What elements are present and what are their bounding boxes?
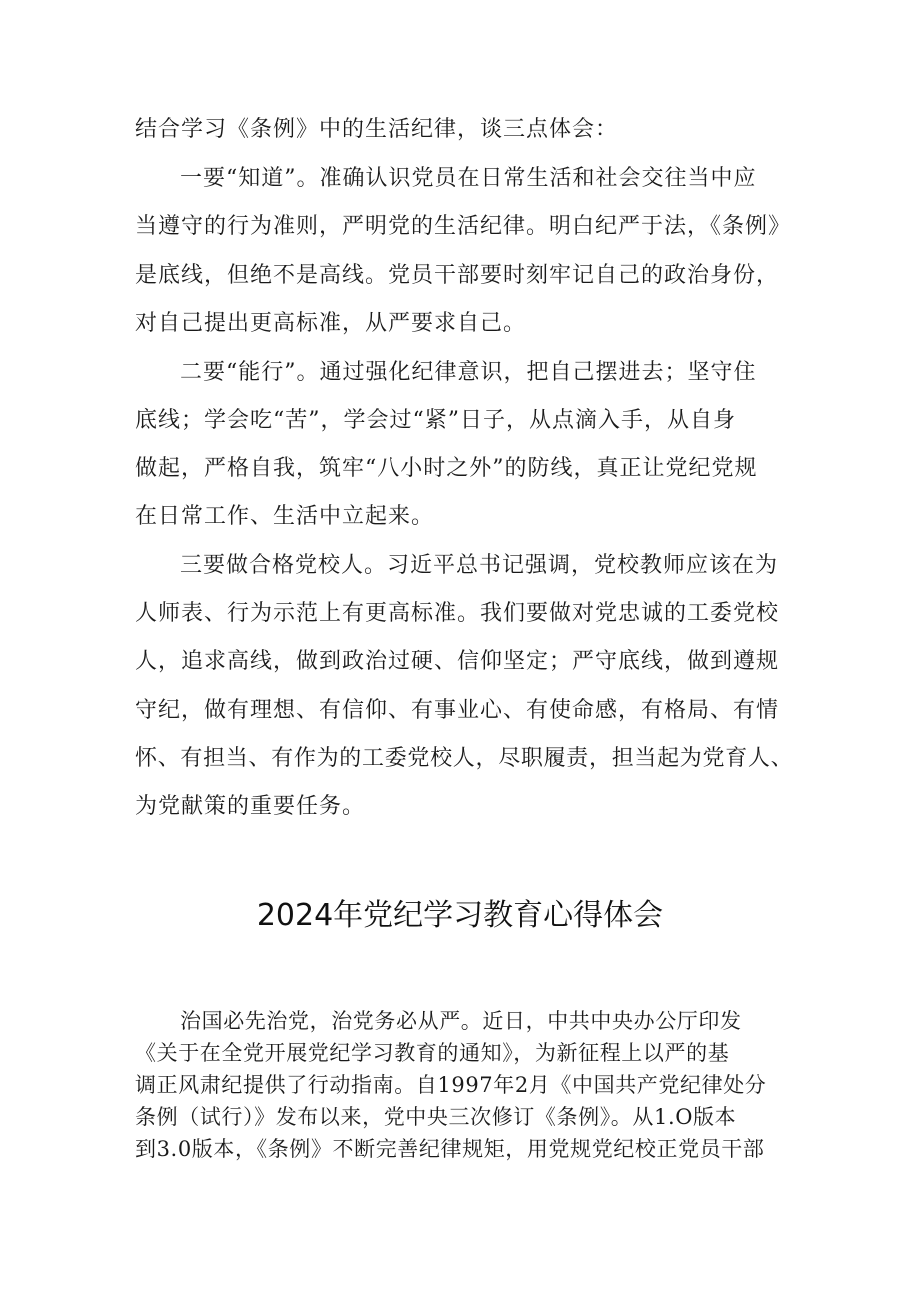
paragraph-line: 二要“能行”。通过强化纪律意识，把自己摆进去；坚守住: [180, 360, 757, 385]
paragraph-line: 治国必先治党，治党务必从严。近日，中共中央办公厅印发: [180, 1009, 742, 1033]
paragraph-line: 守纪，做有理想、有信仰、有事业心、有使命感，有格局、有情: [135, 698, 780, 723]
paragraph-line: 为党献策的重要任务。: [135, 794, 366, 819]
paragraph-line: 调正风肃纪提供了行动指南。自1997年2月《中国共产党纪律处分: [135, 1073, 767, 1097]
paragraph-line: 到3.0版本，《条例》不断完善纪律规矩，用党规党纪校正党员干部: [135, 1137, 765, 1161]
paragraph-line: 条例（试行）》发布以来，党中央三次修订《条例》。从1.O版本: [135, 1105, 737, 1129]
paragraph-line: 是底线，但绝不是高线。党员干部要时刻牢记自己的政治身份，: [135, 263, 780, 288]
paragraph-line: 底线；学会吃“苦”，学会过“紧”日子，从点滴入手，从自身: [135, 408, 736, 433]
paragraph-line: 人，追求高线，做到政治过硬、信仰坚定；严守底线，做到遵规: [135, 649, 780, 674]
paragraph-line: 《关于在全党开展党纪学习教育的通知》，为新征程上以严的基: [135, 1041, 730, 1065]
paragraph-line: 人师表、行为示范上有更高标准。我们要做对党忠诚的工委党校: [135, 601, 780, 626]
paragraph-line: 一要“知道”。准确认识党员在日常生活和社会交往当中应: [180, 166, 757, 191]
paragraph-line: 三要做合格党校人。习近平总书记强调，党校教师应该在为: [180, 553, 779, 578]
paragraph-line: 当遵守的行为准则，严明党的生活纪律。明白纪严于法，《条例》: [135, 214, 792, 239]
paragraph-line: 在日常工作、生活中立起来。: [135, 504, 435, 529]
intro-line: 结合学习《条例》中的生活纪律，谈三点体会：: [135, 117, 619, 142]
page-title: 2024年党纪学习教育心得体会: [256, 898, 664, 933]
paragraph-line: 做起，严格自我，筑牢“八小时之外”的防线，真正让党纪党规: [135, 456, 758, 481]
paragraph-line: 对自己提出更高标准，从严要求自己。: [135, 311, 527, 336]
paragraph-line: 怀、有担当、有作为的工委党校人，尽职履责，担当起为党育人、: [135, 746, 794, 771]
